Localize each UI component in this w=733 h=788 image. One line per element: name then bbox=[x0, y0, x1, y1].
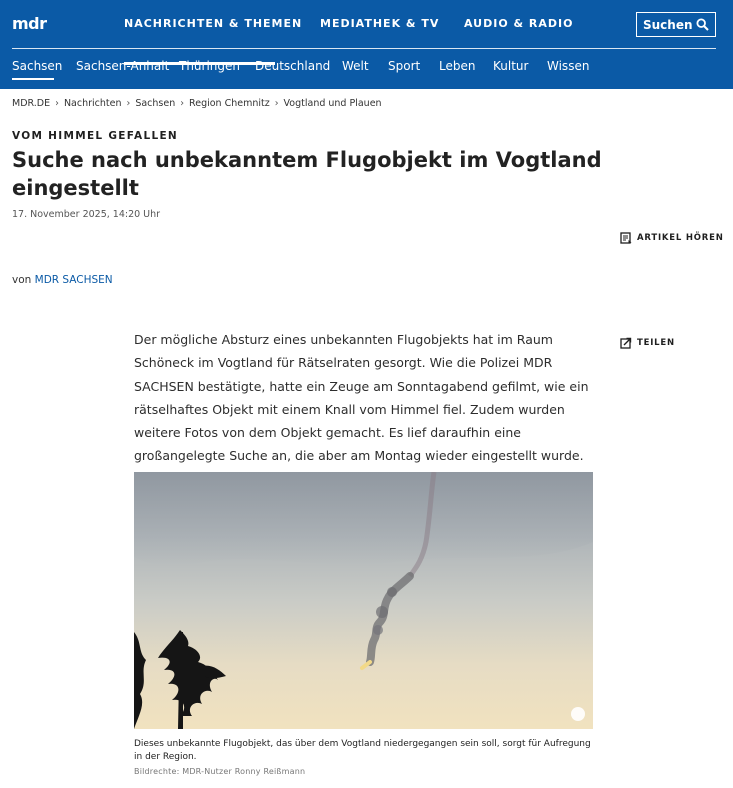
breadcrumb-nachrichten[interactable]: Nachrichten bbox=[63, 98, 122, 109]
listen-article-button[interactable] bbox=[620, 232, 724, 244]
subnav-sachsen-anhalt[interactable]: Sachsen-Anhalt bbox=[76, 59, 170, 73]
sky-smoke-trail-image bbox=[134, 472, 593, 729]
header-divider bbox=[12, 48, 716, 49]
mdr-logo[interactable]: mdr bbox=[12, 14, 47, 33]
image-credit: Bildrechte: MDR-Nutzer Ronny Reißmann bbox=[134, 767, 306, 776]
breadcrumb-vogtland-plauen[interactable]: Vogtland und Plauen bbox=[283, 98, 382, 109]
image-zoom-button[interactable] bbox=[571, 707, 585, 721]
image-caption: Dieses unbekannte Flugobjekt, das über dem Vogtland niedergegangen sein soll, sorgt für Aufregung in der Region. bbox=[134, 739, 591, 762]
listen-label: ARTIKEL HÖREN bbox=[637, 233, 724, 243]
share-label: TEILEN bbox=[637, 338, 675, 348]
article-lead: Der mögliche Absturz eines unbekannten Flugobjekts hat im Raum Schöneck im Vogtland für Rätselraten gesorgt. Wie die Polizei MDR SACHSEN bestätigte, hatte ein Zeuge am Sonntagabend gefilmt, wie ein rätselhaftes Objekt mit einem Knall vom Himmel fiel. Zudem wurden weitere Fotos von dem Objekt gemacht. Es lief daraufhin eine großangelegte Suche an, die aber am Montag wieder eingestellt wurde. bbox=[134, 332, 589, 464]
subnav-leben[interactable]: Leben bbox=[439, 59, 476, 73]
breadcrumb-sachsen[interactable]: Sachsen bbox=[135, 98, 176, 109]
article-photo[interactable] bbox=[134, 472, 593, 729]
subnav-kultur[interactable]: Kultur bbox=[493, 59, 529, 73]
share-button[interactable] bbox=[620, 337, 675, 349]
subnav-sachsen[interactable]: Sachsen bbox=[12, 59, 63, 73]
magnifier-icon bbox=[696, 18, 709, 31]
article-headline: Suche nach unbekanntem Flugobjekt im Vogtland eingestellt bbox=[12, 148, 602, 200]
subnav-sport[interactable]: Sport bbox=[388, 59, 421, 73]
site-header bbox=[0, 0, 733, 89]
nav-audio-radio[interactable]: AUDIO & RADIO bbox=[464, 17, 574, 30]
breadcrumb-separator: › bbox=[55, 98, 59, 109]
active-subnav-indicator bbox=[12, 78, 54, 80]
search-label: Suchen bbox=[643, 18, 693, 32]
breadcrumb-separator: › bbox=[180, 98, 185, 109]
article-kicker: VOM HIMMEL GEFALLEN bbox=[12, 130, 179, 142]
byline-prefix: von bbox=[12, 274, 32, 286]
breadcrumb-separator: › bbox=[126, 98, 131, 109]
subnav-welt[interactable]: Welt bbox=[342, 59, 369, 73]
byline bbox=[12, 274, 113, 286]
breadcrumb bbox=[12, 98, 382, 109]
article-date: 17. November 2025, 14:20 Uhr bbox=[12, 209, 161, 220]
subnav-deutschland[interactable]: Deutschland bbox=[255, 59, 331, 73]
share-icon bbox=[620, 337, 632, 349]
nav-nachrichten-themen[interactable]: NACHRICHTEN & THEMEN bbox=[124, 17, 303, 30]
subnav-thueringen[interactable]: Thüringen bbox=[179, 59, 241, 73]
breadcrumb-region-chemnitz[interactable]: Region Chemnitz bbox=[189, 98, 270, 109]
nav-mediathek-tv[interactable]: MEDIATHEK & TV bbox=[320, 17, 440, 30]
breadcrumb-separator: › bbox=[274, 98, 279, 109]
subnav-wissen[interactable]: Wissen bbox=[547, 59, 590, 73]
document-audio-icon bbox=[620, 232, 632, 244]
author-link[interactable]: MDR SACHSEN bbox=[34, 274, 113, 286]
search-button[interactable] bbox=[636, 12, 716, 37]
breadcrumb-mdr[interactable]: MDR.DE bbox=[12, 98, 51, 109]
